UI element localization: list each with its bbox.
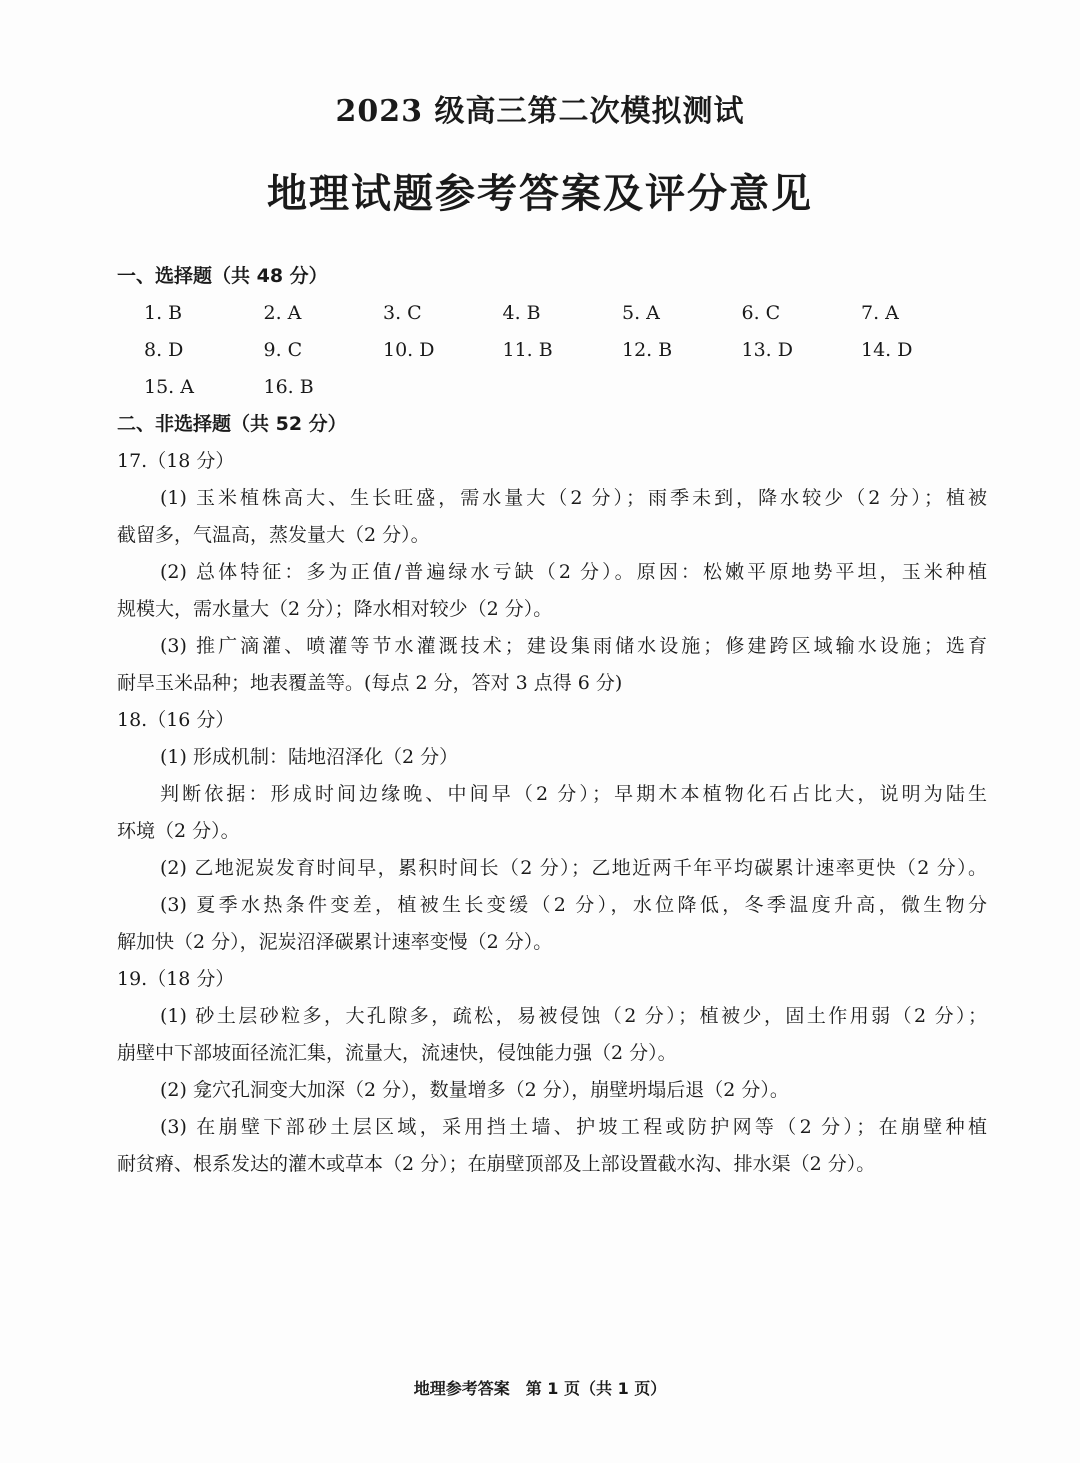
mc-answer: 15. A [144,376,194,398]
q17-part3-line2: 耐旱玉米品种；地表覆盖等。(每点 2 分，答对 3 点得 6 分) [117,672,623,694]
mc-answer: 4. B [502,302,541,324]
q17-label: 17.（18 分） [117,450,235,472]
section2-heading: 二、非选择题（共 52 分） [117,413,347,435]
mc-answer: 3. C [383,302,422,324]
q18-label: 18.（16 分） [117,709,235,731]
mc-answer: 16. B [263,376,314,398]
q19-part1-line2: 崩壁中下部坡面径流汇集，流量大，流速快，侵蚀能力强（2 分）。 [117,1042,677,1064]
q18-part3-line2: 解加快（2 分），泥炭沼泽碳累计速率变慢（2 分）。 [117,931,553,953]
page-title: 地理试题参考答案及评分意见 [267,170,813,217]
q18-part3-line1: (3) 夏季水热条件变差，植被生长变缓（2 分），水位降低，冬季温度升高，微生物分 [160,894,987,916]
mc-row-1 [117,295,987,332]
q18-part2: (2) 乙地泥炭发育时间早，累积时间长（2 分）；乙地近两千年平均碳累计速率更快（2 分）。 [160,857,987,879]
section1-heading: 一、选择题（共 48 分） [117,265,328,287]
answer-content [117,258,987,1183]
q17-part1-line1: (1) 玉米植株高大、生长旺盛，需水量大（2 分）；雨季未到，降水较少（2 分）；植被 [160,487,987,509]
q17-part3-line1: (3) 推广滴灌、喷灌等节水灌溉技术；建设集雨储水设施；修建跨区域输水设施；选育 [160,635,987,657]
mc-row-3 [117,369,987,406]
q19-part3-line2: 耐贫瘠、根系发达的灌木或草本（2 分）；在崩壁顶部及上部设置截水沟、排水渠（2 分）。 [117,1153,876,1175]
q17-part2-line2: 规模大，需水量大（2 分）；降水相对较少（2 分）。 [117,598,553,620]
mc-answer: 6. C [741,302,781,324]
q18-part1-basis-line1: 判断依据：形成时间边缘晚、中间早（2 分）；早期木本植物化石占比大，说明为陆生 [160,783,987,805]
mc-row-2 [117,332,987,369]
q19-part3-line1: (3) 在崩壁下部砂土层区域，采用挡土墙、护坡工程或防护网等（2 分）；在崩壁种植 [160,1116,987,1138]
mc-answer: 5. A [622,302,660,324]
q17-part2-line1: (2) 总体特征：多为正值/普遍绿水亏缺（2 分）。原因：松嫩平原地势平坦，玉米种植 [160,561,987,583]
mc-answer: 11. B [502,339,553,361]
mc-answer: 9. C [263,339,303,361]
mc-answer: 7. A [861,302,899,324]
mc-answer: 1. B [144,302,183,324]
page-footer: 地理参考答案 第 1 页（共 1 页） [413,1379,667,1398]
mc-answer: 2. A [263,302,302,324]
mc-answer: 10. D [383,339,435,361]
exam-subtitle: 2023 级高三第二次模拟测试 [335,94,745,129]
q19-part2: (2) 龛穴孔洞变大加深（2 分），数量增多（2 分），崩壁坍塌后退（2 分）。 [160,1079,789,1101]
q18-part1-basis-line2: 环境（2 分）。 [117,820,240,842]
q19-part1-line1: (1) 砂土层砂粒多，大孔隙多，疏松，易被侵蚀（2 分）；植被少，固土作用弱（2 分）； [160,1005,987,1027]
q17-part1-line2: 截留多，气温高，蒸发量大（2 分）。 [117,524,430,546]
q19-label: 19.（18 分） [117,968,235,990]
mc-answer: 12. B [622,339,673,361]
mc-answer: 8. D [144,339,184,361]
mc-answer: 14. D [861,339,913,361]
q18-part1: (1) 形成机制：陆地沼泽化（2 分） [160,746,459,768]
mc-answer: 13. D [741,339,793,361]
